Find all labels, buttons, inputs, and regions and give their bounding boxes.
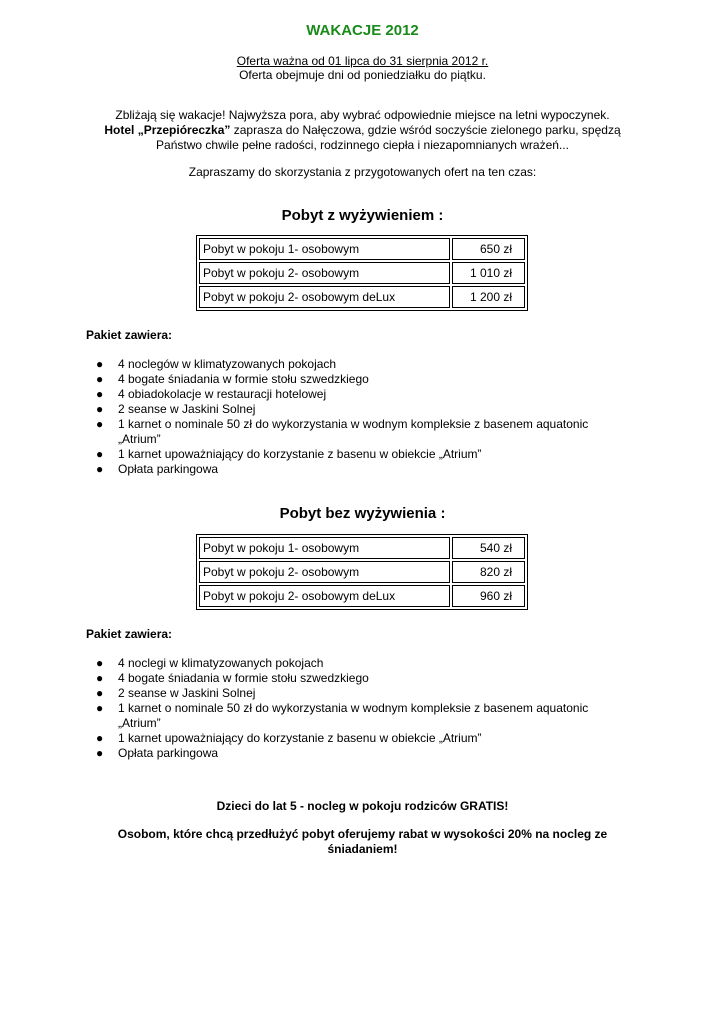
price-cell: 1 200 zł <box>452 286 525 308</box>
price-cell: 960 zł <box>452 585 525 607</box>
intro-line-2: zaprasza do Nałęczowa, gdzie wśród soczyście zielonego parku, spędzą <box>230 123 621 137</box>
bullet-icon: ● <box>96 447 104 461</box>
list-item: ● 4 noclegów w klimatyzowanych pokojach <box>96 357 337 371</box>
bullet-icon: ● <box>96 701 104 715</box>
table-row <box>199 561 525 583</box>
room-cell: Pobyt w pokoju 1- osobowym <box>199 238 450 260</box>
list-item: ● 1 karnet upoważniający do korzystanie z basenu w obiekcie „Atrium” <box>96 731 482 745</box>
table-row <box>199 537 525 559</box>
list-item: ● 1 karnet upoważniający do korzystanie z basenu w obiekcie „Atrium” <box>96 447 482 461</box>
room-cell: Pobyt w pokoju 1- osobowym <box>199 537 450 559</box>
package-list-1 <box>86 357 626 477</box>
price-cell: 820 zł <box>452 561 525 583</box>
price-cell: 540 zł <box>452 537 525 559</box>
bullet-icon: ● <box>96 402 104 416</box>
package-label-1: Pakiet zawiera: <box>86 328 173 342</box>
bullet-icon: ● <box>96 746 104 760</box>
package-label-2: Pakiet zawiera: <box>86 627 173 641</box>
validity-line-2: Oferta obejmuje dni od poniedziałku do piątku. <box>239 68 486 82</box>
list-item: ● 4 bogate śniadania w formie stołu szwedzkiego <box>96 671 369 685</box>
bullet-icon: ● <box>96 686 104 700</box>
intro-paragraph <box>60 108 665 153</box>
page-title: WAKACJE 2012 <box>306 22 419 39</box>
bullet-icon: ● <box>96 372 104 386</box>
bullet-icon: ● <box>96 417 104 431</box>
list-item: ● Opłata parkingowa <box>96 746 219 760</box>
kids-free-note: Dzieci do lat 5 - nocleg w pokoju rodziców GRATIS! <box>216 799 509 813</box>
table-row <box>199 286 525 308</box>
table-row <box>199 238 525 260</box>
list-item: ● 1 karnet o nominale 50 zł do wykorzystania w wodnym kompleksie z basenem aquatonic „Atrium” <box>96 417 589 446</box>
list-item: ● 1 karnet o nominale 50 zł do wykorzystania w wodnym kompleksie z basenem aquatonic „Atrium” <box>96 701 589 730</box>
package-list-2 <box>86 656 626 761</box>
room-cell: Pobyt w pokoju 2- osobowym deLux <box>199 286 450 308</box>
intro-line-3: Państwo chwile pełne radości, rodzinnego ciepła i niezapomnianych wrażeń... <box>156 138 569 152</box>
price-cell: 1 010 zł <box>452 262 525 284</box>
bullet-icon: ● <box>96 731 104 745</box>
list-item: ● 4 bogate śniadania w formie stołu szwedzkiego <box>96 372 369 386</box>
price-cell: 650 zł <box>452 238 525 260</box>
section-heading-with-meals: Pobyt z wyżywieniem : <box>281 207 444 224</box>
hotel-name: Hotel „Przepióreczka” <box>104 123 231 137</box>
bullet-icon: ● <box>96 387 104 401</box>
table-row <box>199 262 525 284</box>
room-cell: Pobyt w pokoju 2- osobowym deLux <box>199 585 450 607</box>
validity-line-1: Oferta ważna od 01 lipca do 31 sierpnia 2012 r. <box>236 54 489 68</box>
table-row <box>199 585 525 607</box>
bullet-icon: ● <box>96 462 104 476</box>
room-cell: Pobyt w pokoju 2- osobowym <box>199 262 450 284</box>
section-heading-without-meals: Pobyt bez wyżywienia : <box>279 505 446 522</box>
list-item: ● 2 seanse w Jaskini Solnej <box>96 686 256 700</box>
intro-line-1: Zbliżają się wakacje! Najwyższa pora, aby wybrać odpowiednie miejsce na letni wypoczynek. <box>115 108 610 122</box>
list-item: ● 2 seanse w Jaskini Solnej <box>96 402 256 416</box>
price-table-without-meals <box>196 534 528 610</box>
price-table-with-meals <box>196 235 528 311</box>
list-item: ● 4 noclegi w klimatyzowanych pokojach <box>96 656 324 670</box>
list-item: ● Opłata parkingowa <box>96 462 219 476</box>
bullet-icon: ● <box>96 357 104 371</box>
extend-stay-note: Osobom, które chcą przedłużyć pobyt oferujemy rabat w wysokości 20% na nocleg ze śniadaniem! <box>117 827 608 856</box>
room-cell: Pobyt w pokoju 2- osobowym <box>199 561 450 583</box>
bullet-icon: ● <box>96 671 104 685</box>
invite-text: Zapraszamy do skorzystania z przygotowanych ofert na ten czas: <box>188 165 537 179</box>
list-item: ● 4 obiadokolacje w restauracji hotelowej <box>96 387 327 401</box>
bullet-icon: ● <box>96 656 104 670</box>
